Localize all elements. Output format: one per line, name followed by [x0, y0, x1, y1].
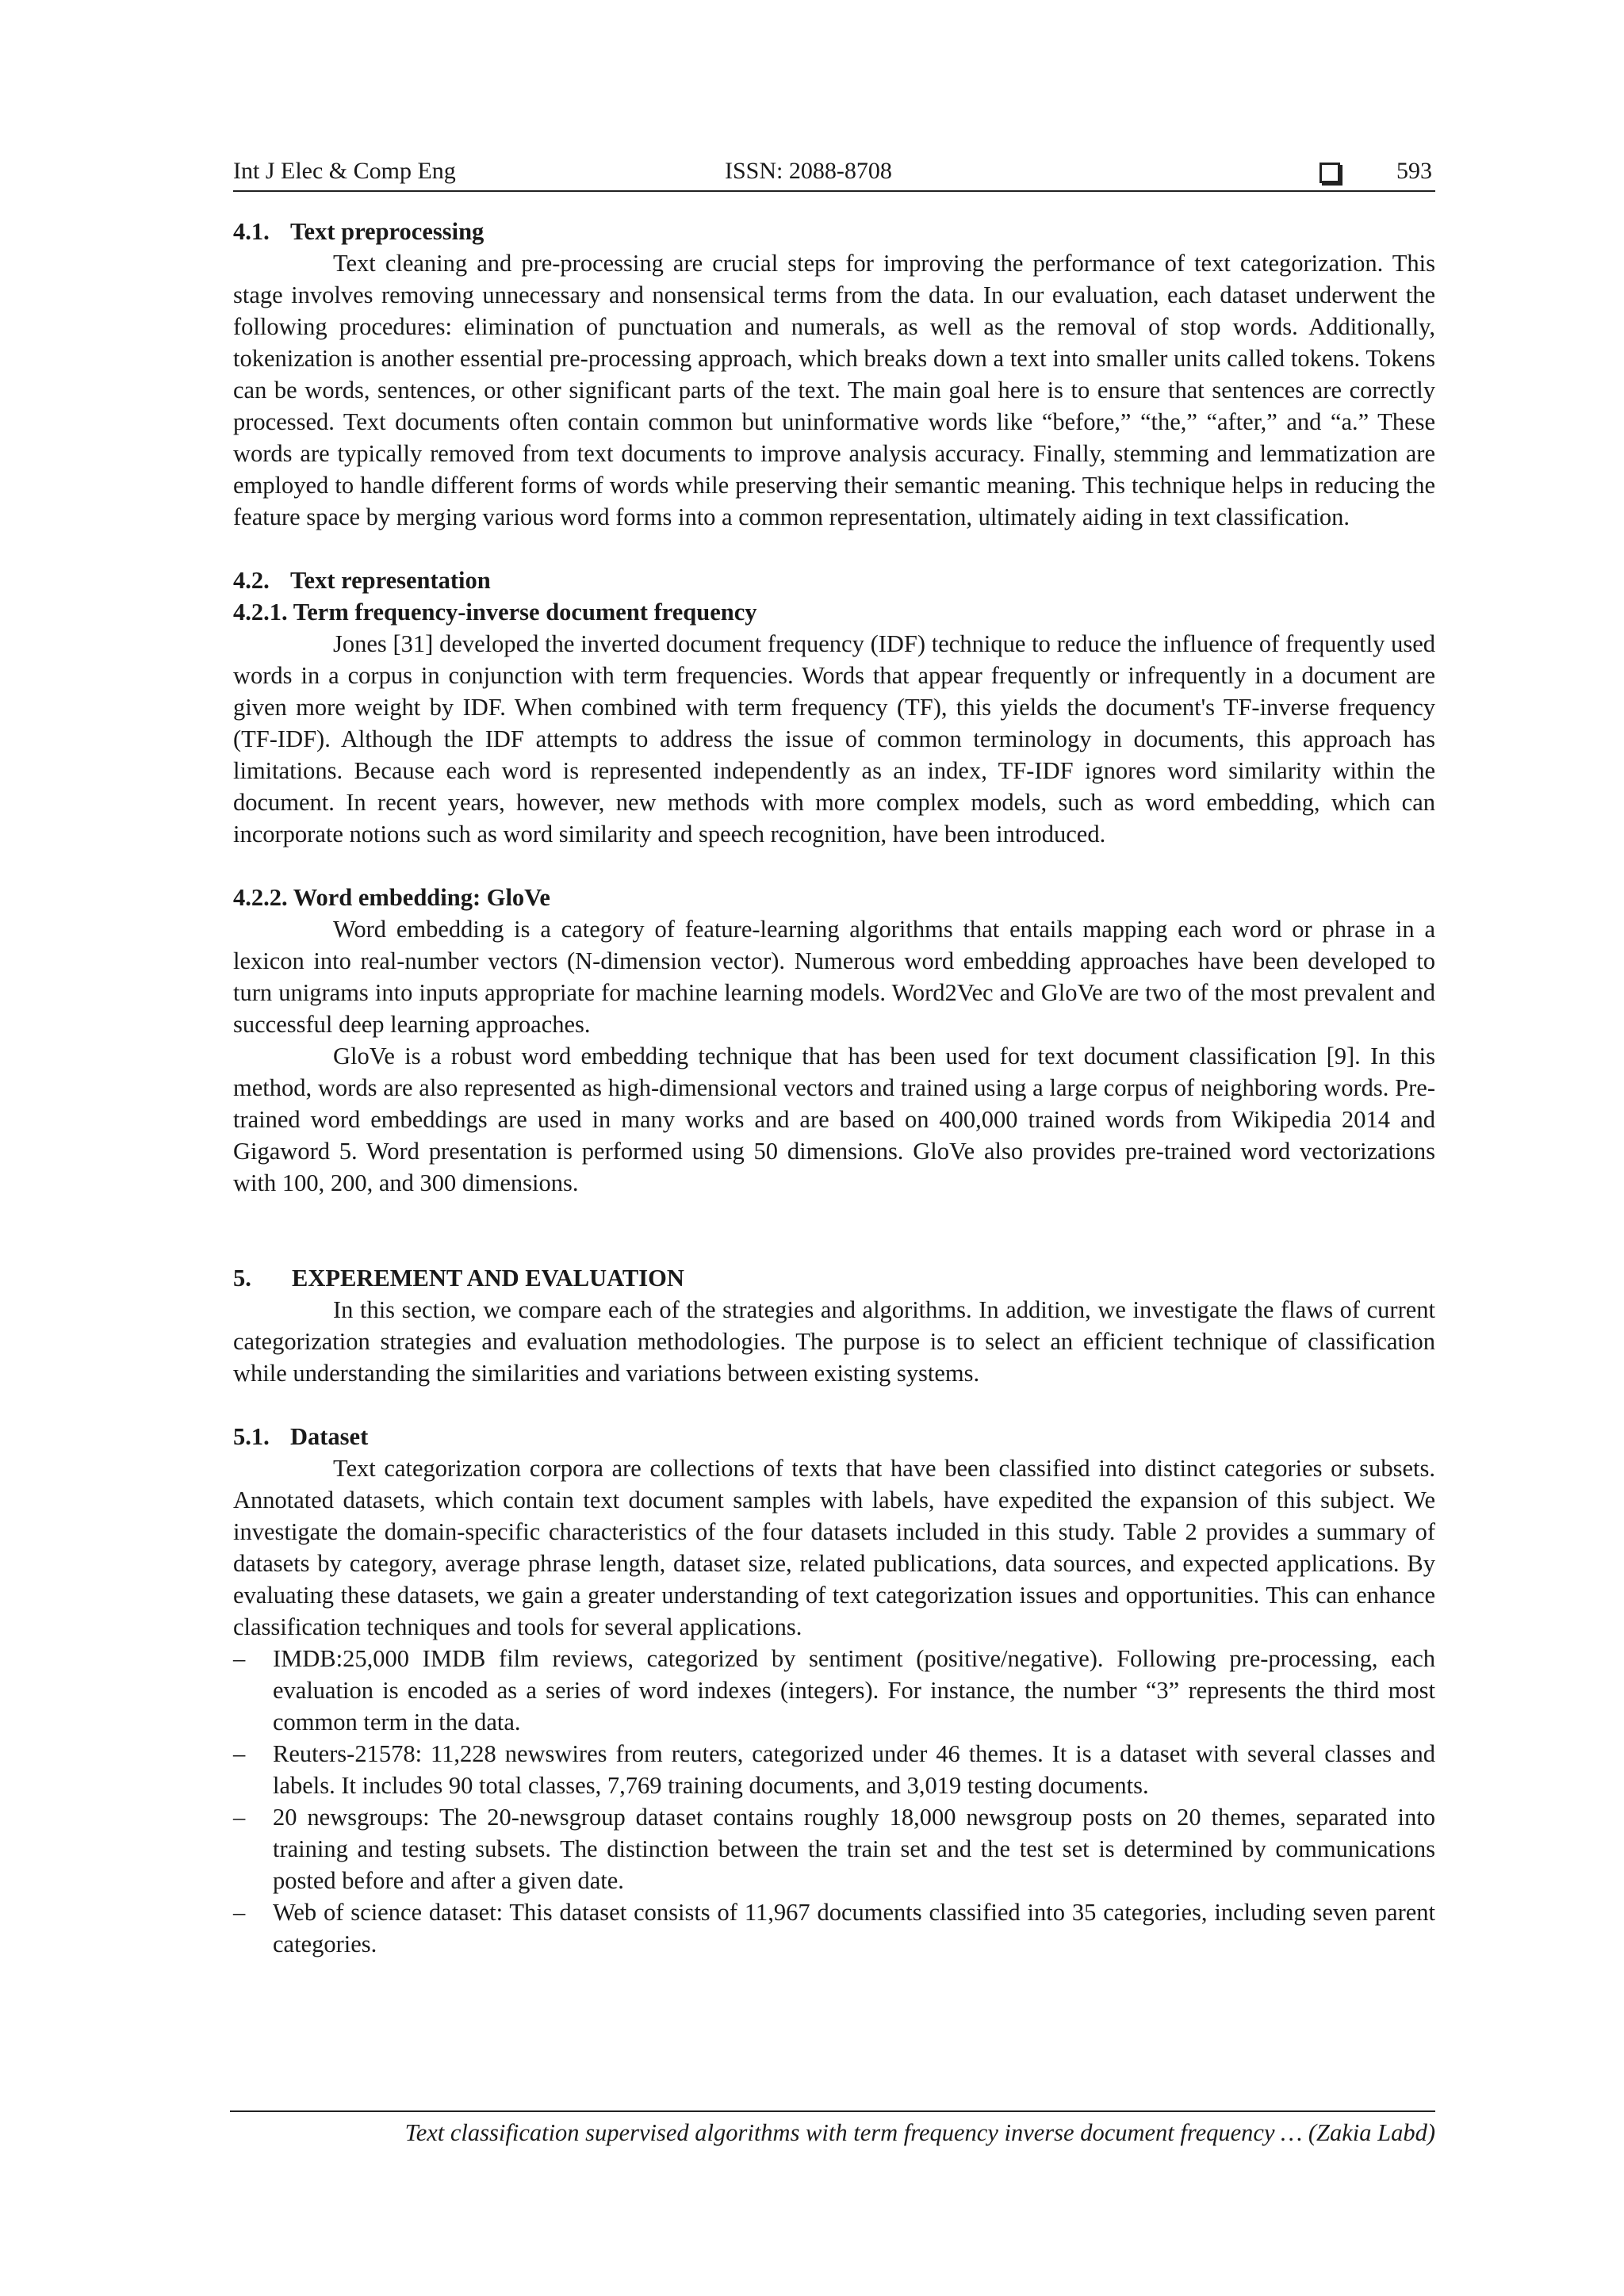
issn: ISSN: 2088-8708 — [725, 158, 892, 184]
list-item — [233, 1896, 1435, 1960]
list-item — [233, 1643, 1435, 1738]
paragraph: Jones [31] developed the inverted document frequency (IDF) technique to reduce the influence of frequently used words in a corpus in conjunction with term frequencies. Words that appear frequently or infrequently in a document are given more weight by IDF. When combined with term frequency (TF), this yields the document's TF-inverse frequency (TF-IDF). Although the IDF attempts to address the issue of common terminology in documents, this approach has limitations. Because each word is represented independently as an index, TF-IDF ignores word similarity within the document. In recent years, however, new methods with more complex models, such as word embedding, which can incorporate notions such as word similarity and speech recognition, have been introduced. — [233, 630, 1435, 848]
list-item-text: IMDB:25,000 IMDB film reviews, categorized by sentiment (positive/negative). Following pre-processing, each evaluation is encoded as a series of word indexes (integers). For instance, the number “3” represents the third most common term in the data. — [273, 1645, 1435, 1735]
dataset-list — [233, 1643, 1435, 1960]
heading-number: 5.1. — [233, 1423, 270, 1450]
list-item-text: 20 newsgroups: The 20-newsgroup dataset contains roughly 18,000 newsgroup posts on 20 themes, separated into training and testing subsets. The distinction between the train set and the test set is determined by communications posted before and after a given date. — [273, 1804, 1435, 1894]
heading-4-2 — [233, 564, 1435, 596]
heading-4-2-1: 4.2.1. Term frequency-inverse document frequency — [233, 599, 757, 626]
heading-number: 4.1. — [233, 218, 270, 245]
dash-bullet: – — [233, 1740, 246, 1767]
heading-5 — [233, 1262, 1435, 1294]
heading-4-1 — [233, 216, 1435, 247]
paragraph: In this section, we compare each of the strategies and algorithms. In addition, we investigate the flaws of current categorization strategies and evaluation methodologies. The purpose is to select an efficient technique of classification while understanding the similarities and variations between existing systems. — [233, 1296, 1435, 1387]
list-item — [233, 1738, 1435, 1801]
dash-bullet: – — [233, 1899, 246, 1926]
dash-bullet: – — [233, 1645, 246, 1672]
dash-bullet: – — [233, 1804, 246, 1831]
paragraph: Text categorization corpora are collections of texts that have been classified into distinct categories or subsets. Annotated datasets, which contain text document samples with labels, have expedited the expansion of this subject. We investigate the domain-specific characteristics of the four datasets included in this study. Table 2 provides a summary of datasets by category, average phrase length, dataset size, related publications, data sources, and expected applications. By evaluating these datasets, we gain a greater understanding of text categorization issues and opportunities. This can enhance classification techniques and tools for several applications. — [233, 1455, 1435, 1640]
list-item-text: Reuters-21578: 11,228 newswires from reuters, categorized under 46 themes. It is a dataset with several classes and labels. It includes 90 total classes, 7,769 training documents, and 3,019 testing documents. — [273, 1740, 1435, 1799]
footer-citation: Text classification supervised algorithms with term frequency inverse document frequency … (Zakia Labd) — [404, 2119, 1435, 2146]
heading-title: EXPEREMENT AND EVALUATION — [292, 1265, 684, 1292]
heading-title: Text representation — [290, 567, 491, 594]
heading-number: 4.2. — [233, 567, 270, 594]
journal-name: Int J Elec & Comp Eng — [233, 158, 456, 184]
paragraph: Word embedding is a category of feature-learning algorithms that entails mapping each word or phrase in a lexicon into real-number vectors (N-dimension vector). Numerous word embedding approaches have been developed to turn unigrams into inputs appropriate for machine learning models. Word2Vec and GloVe are two of the most prevalent and successful deep learning approaches. — [233, 916, 1435, 1038]
running-header — [233, 155, 1435, 192]
heading-4-2-2: 4.2.2. Word embedding: GloVe — [233, 884, 550, 911]
page-number: 593 — [1396, 158, 1432, 184]
running-footer — [230, 2110, 1435, 2149]
heading-title: Text preprocessing — [290, 218, 485, 245]
list-item — [233, 1801, 1435, 1896]
body-content — [233, 216, 1435, 1960]
heading-title: Dataset — [290, 1423, 369, 1450]
box-bullet-icon — [1320, 163, 1340, 183]
heading-5-1 — [233, 1421, 1435, 1452]
paragraph: GloVe is a robust word embedding technique that has been used for text document classification [9]. In this method, words are also represented as high-dimensional vectors and trained using a large corpus of neighboring words. Pre-trained word embeddings are used in many works and are based on 400,000 trained words from Wikipedia 2014 and Gigaword 5. Word presentation is performed using 50 dimensions. GloVe also provides pre-trained word vectorizations with 100, 200, and 300 dimensions. — [233, 1043, 1435, 1196]
paragraph: Text cleaning and pre-processing are crucial steps for improving the performance of text categorization. This stage involves removing unnecessary and nonsensical terms from the data. In our evaluation, each dataset underwent the following procedures: elimination of punctuation and numerals, as well as the removal of stop words. Additionally, tokenization is another essential pre-processing approach, which breaks down a text into smaller units called tokens. Tokens can be words, sentences, or other significant parts of the text. The main goal here is to ensure that sentences are correctly processed. Text documents often contain common but uninformative words like “before,” “the,” “after,” and “a.” These words are typically removed from text documents to improve analysis accuracy. Finally, stemming and lemmatization are employed to handle different forms of words while preserving their semantic meaning. This technique helps in reducing the feature space by merging various word forms into a common representation, ultimately aiding in text classification. — [233, 250, 1435, 530]
heading-number: 5. — [233, 1265, 251, 1292]
list-item-text: Web of science dataset: This dataset consists of 11,967 documents classified into 35 categories, including seven parent categories. — [273, 1899, 1435, 1957]
